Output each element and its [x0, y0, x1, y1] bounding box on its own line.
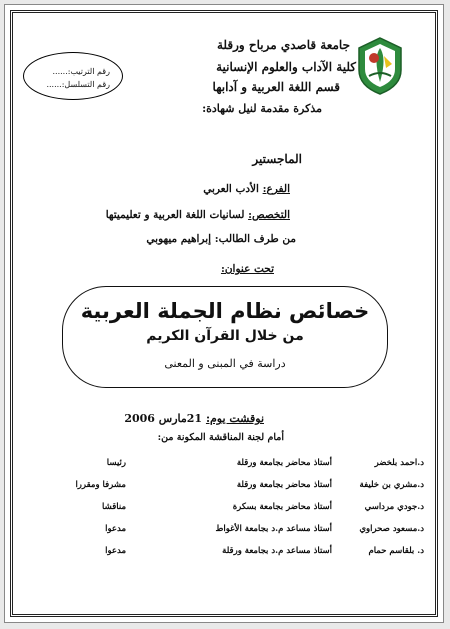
thesis-subtitle: من خلال القرآن الكريم: [146, 328, 304, 344]
branch-line: [203, 183, 290, 195]
serial-number: رقم التسلسل:......: [46, 80, 110, 89]
under-title-label: تحت عنوان:: [220, 263, 274, 275]
defense-date: [124, 412, 264, 425]
university-logo-icon: [357, 36, 403, 96]
member-name: د.جودي مرداسي: [364, 502, 424, 512]
member-role: مدعوا: [105, 524, 126, 534]
member-role: مشرفا ومقررا: [75, 480, 126, 490]
faculty-name: كلية الآداب والعلوم الإنسانية: [216, 60, 356, 74]
member-role: مناقشا: [102, 502, 126, 512]
department-name: قسم اللغة العربية و آدابها: [212, 80, 340, 94]
thesis-study-line: دراسة في المبنى و المعنى: [164, 357, 286, 370]
member-name: د. بلقاسم حمام: [368, 546, 424, 556]
specialization-value: لسانيات اللغة العربية و تعليميتها: [105, 209, 245, 221]
order-number: رقم الترتيب:......: [52, 67, 110, 76]
table-row: [26, 452, 424, 474]
branch-label: الفرع:: [262, 183, 290, 195]
university-name: جامعة قاصدي مرباح ورقلة: [216, 38, 350, 52]
thesis-title-box: [62, 286, 388, 388]
specialization-label: التخصص:: [248, 209, 290, 221]
committee-intro: أمام لجنة المناقشة المكونة من:: [157, 432, 284, 443]
member-name: د.مسعود صحراوي: [359, 524, 424, 534]
table-row: [26, 540, 424, 562]
member-rank: أستاذ محاضر بجامعة بسكرة: [232, 502, 332, 512]
defense-day: 21: [186, 412, 203, 425]
table-row: [26, 496, 424, 518]
student-name: إبراهيم ميهوبي: [146, 233, 212, 245]
branch-value: الأدب العربي: [203, 183, 259, 195]
specialization-line: [106, 209, 290, 221]
reference-number-box: [23, 52, 123, 100]
degree-name: الماجستير: [252, 152, 302, 166]
thesis-note: مذكرة مقدمة لنيل شهادة:: [202, 102, 322, 115]
defense-year: 2006: [124, 412, 155, 425]
committee-table: [26, 452, 424, 562]
member-role: مدعوا: [105, 546, 126, 556]
member-name: د.احمد بلخضر: [374, 458, 424, 468]
defense-label: نوقشت يوم:: [205, 412, 264, 425]
member-rank: أستاذ محاضر بجامعة ورقلة: [236, 458, 332, 468]
student-line: [146, 233, 296, 245]
member-role: رئيسا: [106, 458, 126, 468]
member-rank: أستاذ محاضر بجامعة ورقلة: [236, 480, 332, 490]
member-rank: أستاذ مساعد م.د بجامعة ورقلة: [222, 546, 332, 556]
table-row: [26, 474, 424, 496]
defense-month: مارس: [158, 412, 187, 425]
table-row: [26, 518, 424, 540]
student-label: من طرف الطالب:: [214, 233, 296, 245]
member-name: د.مشري بن خليفة: [359, 480, 424, 490]
member-rank: أستاذ مساعد م.د بجامعة الأغواط: [215, 524, 332, 534]
thesis-title: خصائص نظام الجملة العربية: [80, 299, 370, 323]
